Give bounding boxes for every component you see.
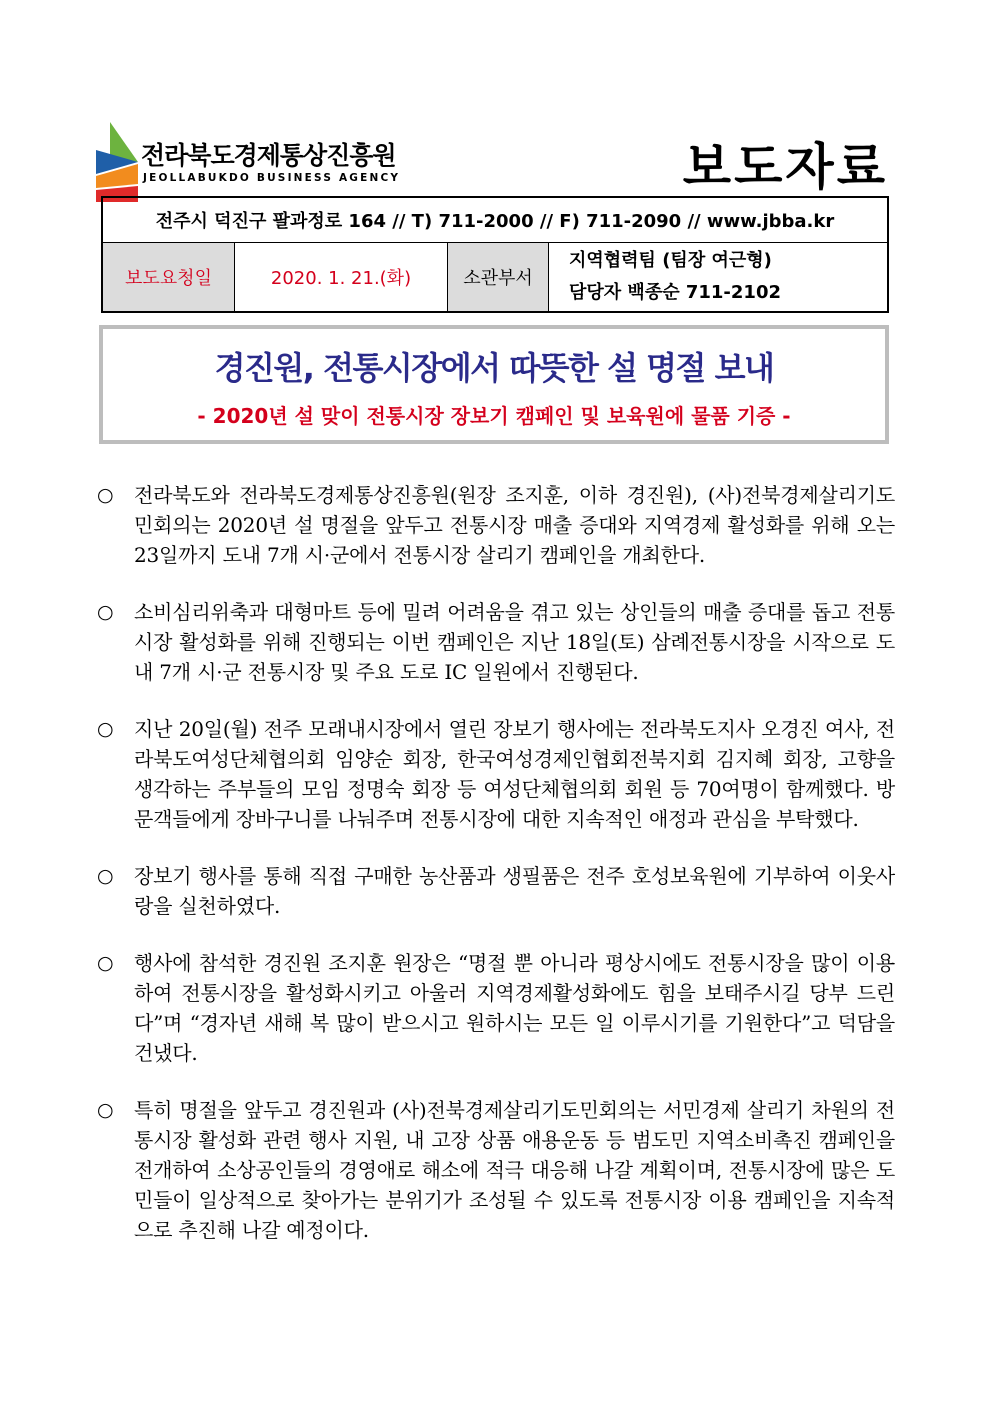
paragraph [97, 1095, 895, 1245]
title-box [99, 325, 889, 444]
paragraph [97, 597, 895, 687]
paragraph-text: 전라북도와 전라북도경제통상진흥원(원장 조지훈, 이하 경진원), (사)전북경제살리기도민회의는 2020년 설 명절을 앞두고 전통시장 매출 증대와 지역경제 활성화를 위해 오는 23일까지 도내 7개 시·군에서 전통시장 살리기 캠페인을 개최한다. [134, 483, 895, 567]
department-team: 지역협력팀 (팀장 여근형) [569, 250, 772, 271]
article-body [97, 480, 895, 1272]
circle-bullet-icon: ○ [97, 718, 114, 740]
info-table [101, 196, 889, 313]
paragraph-text: 행사에 참석한 경진원 조지훈 원장은 “명절 뿐 아니라 평상시에도 전통시장을 많이 이용하여 전통시장을 활성화시키고 아울러 지역경제활성화에도 힘을 보태주시길 당부 드린다”며 “경자년 새해 복 많이 받으시고 원하시는 모든 일 이루시기를 기원한다”고 덕담을 건냈다. [134, 951, 895, 1065]
agency-logo-icon [96, 122, 138, 202]
release-date-label: 보도요청일 [103, 243, 235, 311]
paragraph-text: 소비심리위축과 대형마트 등에 밀려 어려움을 겪고 있는 상인들의 매출 증대를 돕고 전통시장 활성화를 위해 진행되는 이번 캠페인은 지난 18일(토) 삼례전통시장을 시작으로 도내 7개 시·군 전통시장 및 주요 도로 IC 일원에서 진행된다. [134, 600, 895, 684]
circle-bullet-icon: ○ [97, 952, 114, 974]
paragraph-text: 장보기 행사를 통해 직접 구매한 농산품과 생필품은 전주 호성보육원에 기부하여 이웃사랑을 실천하였다. [134, 864, 895, 918]
department-label: 소관부서 [448, 243, 549, 311]
circle-bullet-icon: ○ [97, 601, 114, 623]
paragraph-text: 지난 20일(월) 전주 모래내시장에서 열린 장보기 행사에는 전라북도지사 오경진 여사, 전라북도여성단체협의회 임양순 회장, 한국여성경제인협회전북지회 김지혜 회장, 고향을 생각하는 주부들의 모임 정명숙 회장 등 여성단체협의회 회원 등 70여명이 함께했다. 방문객들에게 장바구니를 나눠주며 전통시장에 대한 지속적인 애정과 관심을 부탁했다. [134, 717, 895, 831]
paragraph [97, 480, 895, 570]
paragraph [97, 714, 895, 834]
subheadline: - 2020년 설 맞이 전통시장 장보기 캠페인 및 보육원에 물품 기증 - [197, 404, 791, 428]
paragraph [97, 948, 895, 1068]
document-type-title: 보도자료 [682, 138, 888, 196]
department-value [549, 243, 887, 311]
org-name-korean: 전라북도경제통상진흥원 [141, 141, 396, 170]
circle-bullet-icon: ○ [97, 484, 114, 506]
paragraph-text: 특히 명절을 앞두고 경진원과 (사)전북경제살리기도민회의는 서민경제 살리기 차원의 전통시장 활성화 관련 행사 지원, 내 고장 상품 애용운동 등 범도민 지역소비촉진 캠페인을 전개하여 소상공인들의 경영애로 해소에 적극 대응해 나갈 계획이며, 전통시장에 많은 도민들이 일상적으로 찾아가는 분위기가 조성될 수 있도록 전통시장 이용 캠페인을 지속적으로 추진해 나갈 예정이다. [134, 1098, 895, 1242]
headline: 경진원, 전통시장에서 따뜻한 설 명절 보내 [214, 349, 774, 387]
release-date-value: 2020. 1. 21.(화) [235, 243, 448, 311]
circle-bullet-icon: ○ [97, 865, 114, 887]
circle-bullet-icon: ○ [97, 1099, 114, 1121]
department-contact: 담당자 백종순 711-2102 [569, 282, 782, 303]
paragraph [97, 861, 895, 921]
org-name-english: JEOLLABUKDO BUSINESS AGENCY [143, 172, 401, 184]
contact-line: 전주시 덕진구 팔과정로 164 // T) 711-2000 // F) 711-2090 // www.jbba.kr [103, 198, 887, 243]
